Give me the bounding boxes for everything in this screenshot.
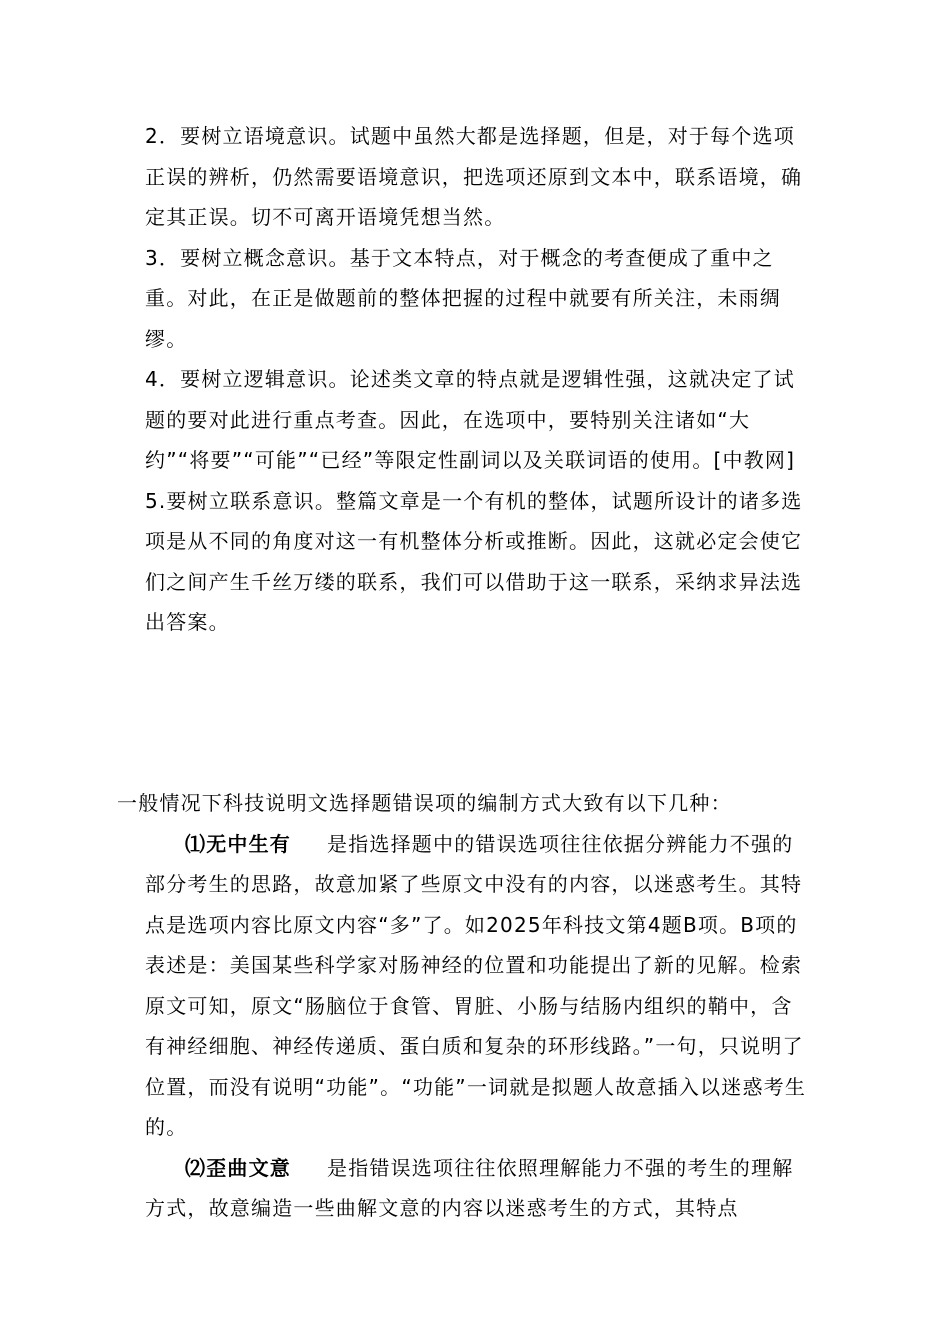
method-paragraph [145,824,810,1148]
method-paragraph [145,1148,810,1229]
points-section [145,116,810,643]
point-paragraph: 5.要树立联系意识。整篇文章是一个有机的整体，试题所设计的诸多选项是从不同的角度对这一有机整体分析或推断。因此，这就必定会使它们之间产生千丝万缕的联系，我们可以借助于这一联系，采纳求异法选出答案。 [145,488,803,634]
point-paragraph: 3．要树立概念意识。基于文本特点，对于概念的考查便成了重中之重。对此，在正是做题前的整体把握的过程中就要有所关注，未雨绸缪。 [145,245,781,351]
method-term: ⑴无中生有 [185,831,291,856]
methods-section [117,783,810,1229]
method-term: ⑵歪曲文意 [185,1155,291,1180]
methods-intro: 一般情况下科技说明文选择题错误项的编制方式大致有以下几种： [117,791,732,815]
point-paragraph: 4．要树立逻辑意识。论述类文章的特点就是逻辑性强，这就决定了试题的要对此进行重点考查。因此，在选项中，要特别关注诸如“大约”“将要”“可能”“已经”等限定性副词以及关联词语的使用。[中教网] [145,367,796,472]
point-paragraph: 2．要树立语境意识。试题中虽然大都是选择题，但是，对于每个选项正误的辨析，仍然需要语境意识，把选项还原到文本中，联系语境，确定其正误。切不可离开语境凭想当然。 [145,124,803,229]
method-description: 是指错误选项往往依照理解能力不强的考生的理解方式，故意编造一些曲解文意的内容以迷惑考生的方式，其特点 [145,1155,794,1220]
method-description: 是指选择题中的错误选项往往依据分辨能力不强的部分考生的思路，故意加紧了些原文中没有的内容，以迷惑考生。其特点是选项内容比原文内容“多”了。如2025年科技文第4题B项。B项的表述是：美国某些科学家对肠神经的位置和功能提出了新的见解。检索原文可知，原文“肠脑位于食管、胃脏、小肠与结肠内组织的鞘中，含有神经细胞、神经传递质、蛋白质和复杂的环形线路。”一句，只说明了位置，而没有说明“功能”。“功能”一词就是拟题人故意插入以迷惑考生的。 [145,831,807,1139]
